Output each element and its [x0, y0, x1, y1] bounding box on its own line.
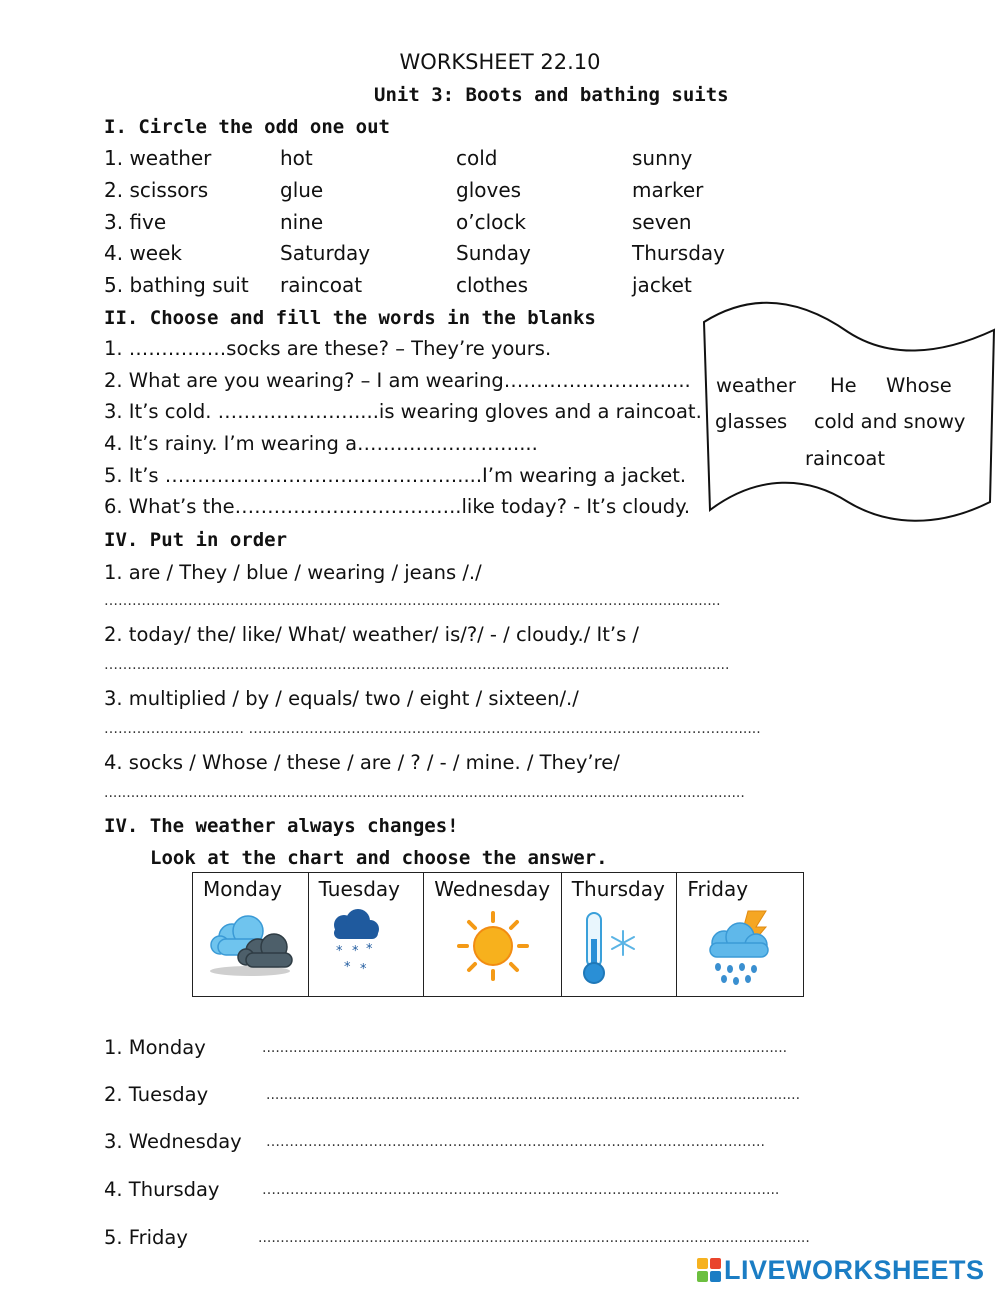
- svg-text:*: *: [352, 944, 359, 959]
- day-cell-monday: [193, 873, 309, 996]
- day-label: Monday: [203, 877, 282, 901]
- snow-cloud-icon: [324, 909, 384, 979]
- odd-word[interactable]: 4. week: [104, 241, 182, 265]
- order-answer-2[interactable]: …………………………………………………………………………………………………….....................: [104, 657, 730, 673]
- order-answer-1[interactable]: ……………………………………………………………………………………………………...................: [104, 593, 721, 609]
- section4-subheading: Look at the chart and choose the answer.: [150, 847, 608, 869]
- answer-label-thursday: 4. Thursday: [104, 1178, 220, 1201]
- day-label: Tuesday: [318, 877, 400, 901]
- answer-label-tuesday: 2. Tuesday: [104, 1083, 209, 1106]
- odd-word[interactable]: glue: [280, 178, 324, 202]
- odd-word[interactable]: hot: [280, 146, 313, 170]
- fill-item-6[interactable]: 6. What’s the……………………………..like today? - It’s cloudy.: [104, 495, 691, 518]
- answer-line-tuesday[interactable]: ........................................................................................................................: [266, 1087, 801, 1103]
- odd-word[interactable]: o’clock: [456, 210, 526, 234]
- svg-text:*: *: [366, 942, 373, 957]
- order-prompt-3: 3. multiplied / by / equals/ two / eight / sixteen/./: [104, 687, 579, 710]
- day-cell-wednesday: [424, 873, 562, 996]
- odd-word[interactable]: raincoat: [280, 273, 363, 297]
- order-prompt-4: 4. socks / Whose / these / are / ? / - / mine. / They’re/: [104, 751, 620, 774]
- odd-word[interactable]: Sunday: [456, 241, 531, 265]
- sun-icon: [453, 909, 533, 983]
- svg-text:*: *: [360, 962, 367, 977]
- fill-item-3[interactable]: 3. It’s cold. …………………....is wearing gloves and a raincoat.: [104, 400, 702, 423]
- weather-chart: [192, 872, 804, 997]
- fill-item-1[interactable]: 1. ……………socks are these? – They’re yours.: [104, 337, 552, 360]
- word-option[interactable]: cold and snowy: [814, 410, 966, 433]
- answer-label-wednesday: 3. Wednesday: [104, 1130, 242, 1153]
- odd-word[interactable]: 1. weather: [104, 146, 212, 170]
- thermometer-cold-icon: [575, 909, 645, 989]
- odd-word[interactable]: seven: [632, 210, 692, 234]
- logo-icon: [696, 1257, 722, 1283]
- storm-rain-icon: [700, 909, 780, 989]
- answer-line-thursday[interactable]: ………………………………………………………………………………………………...: [262, 1182, 780, 1198]
- fill-item-4[interactable]: 4. It’s rainy. I’m wearing a……………………....: [104, 432, 538, 455]
- unit-title: Unit 3: Boots and bathing suits: [374, 84, 729, 106]
- day-label: Thursday: [571, 877, 665, 901]
- section3-heading: IV. Put in order: [104, 529, 288, 551]
- odd-word[interactable]: cold: [456, 146, 498, 170]
- answer-label-friday: 5. Friday: [104, 1226, 188, 1249]
- answer-label-monday: 1. Monday: [104, 1036, 206, 1059]
- word-option[interactable]: He: [830, 374, 857, 397]
- liveworksheets-logo[interactable]: [696, 1255, 985, 1285]
- odd-word[interactable]: 5. bathing suit: [104, 273, 249, 297]
- day-cell-thursday: [562, 873, 678, 996]
- answer-line-wednesday[interactable]: ……………………………………………………………………………………………..: [266, 1134, 765, 1150]
- day-label: Friday: [687, 877, 749, 901]
- odd-word[interactable]: sunny: [632, 146, 693, 170]
- word-option[interactable]: raincoat: [805, 447, 885, 470]
- order-prompt-1: 1. are / They / blue / wearing / jeans /./: [104, 561, 482, 584]
- odd-word[interactable]: nine: [280, 210, 324, 234]
- odd-word[interactable]: jacket: [632, 273, 692, 297]
- worksheet-title: WORKSHEET 22.10: [399, 50, 601, 74]
- day-cell-friday: [677, 873, 803, 996]
- odd-word[interactable]: Thursday: [632, 241, 725, 265]
- word-option[interactable]: Whose: [886, 374, 952, 397]
- word-box: [698, 296, 998, 536]
- fill-item-5[interactable]: 5. It’s ………………………………………....I’m wearing a jacket.: [104, 464, 687, 487]
- odd-word[interactable]: 2. scissors: [104, 178, 209, 202]
- word-option[interactable]: weather: [716, 374, 796, 397]
- svg-text:*: *: [344, 960, 351, 975]
- section4-heading: IV. The weather always changes!: [104, 815, 459, 837]
- order-prompt-2: 2. today/ the/ like/ What/ weather/ is/?/ - / cloudy./ It’s /: [104, 623, 639, 646]
- logo-text: LIVEWORKSHEETS: [724, 1254, 985, 1285]
- odd-word[interactable]: clothes: [456, 273, 529, 297]
- odd-word[interactable]: marker: [632, 178, 704, 202]
- odd-word[interactable]: gloves: [456, 178, 522, 202]
- section2-heading: II. Choose and fill the words in the blanks: [104, 307, 596, 329]
- day-cell-tuesday: [309, 873, 425, 996]
- odd-word[interactable]: Saturday: [280, 241, 371, 265]
- answer-line-monday[interactable]: ......................................................................................................................: [262, 1040, 788, 1056]
- fill-item-2[interactable]: 2. What are you wearing? – I am wearing…………………….....: [104, 369, 691, 392]
- cloudy-icon: [202, 909, 298, 979]
- odd-word[interactable]: 3. five: [104, 210, 167, 234]
- section1-heading: I. Circle the odd one out: [104, 116, 390, 138]
- word-option[interactable]: glasses: [715, 410, 788, 433]
- order-answer-4[interactable]: ................................................................................................................................................: [104, 785, 745, 801]
- day-label: Wednesday: [434, 877, 551, 901]
- order-answer-3[interactable]: ………………………… …………………………………………………………………………………………….....: [104, 721, 761, 737]
- svg-text:*: *: [336, 944, 343, 959]
- answer-line-friday[interactable]: ............................................................................................................................: [258, 1230, 810, 1246]
